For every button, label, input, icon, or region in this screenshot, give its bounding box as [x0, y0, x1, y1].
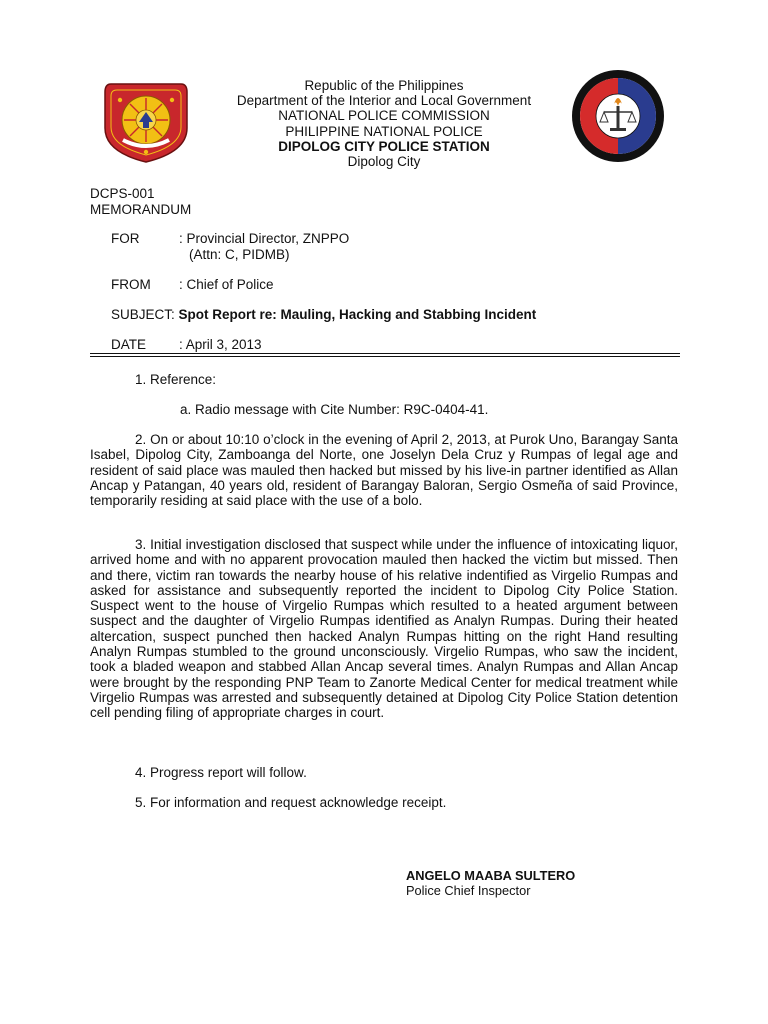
document-type: MEMORANDUM [90, 201, 192, 217]
letterhead-city: Dipolog City [347, 154, 421, 170]
for-attention: (Attn: C, PIDMB) [189, 246, 290, 262]
from-value: : Chief of Police [179, 277, 274, 292]
paragraph-investigation: 3. Initial investigation disclosed that suspect while under the influence of intoxicating liquor, arrived home and with no apparent provocation mauled then hacked the victim but missed. Then and there, victim ran towards the nearby house of his relative indentified as Virgelio Rumpas and asked for assistance and subsequently reported the incident to Dipolog City Police Station. Suspect went to the house of Virgelio Rumpas which resulted to a heated argument between suspect and the daughter of Virgelio Rumpas identified as Analyn Rumpas. During their heated altercation, suspect punched then hacked Analyn Rumpas hitting on the right Hand resulting Analyn Rumpas stumbled to the ground unconsciously. Virgelio Rumpas, who saw the incident, took a bladed weapon and stabbed Allan Ancap several times. Analyn Rumpas and Allan Ancap were brought by the responding PNP Team to Zanorte Medical Center for medical treatment while Virgelio Rumpas was arrested and subsequently detained at Dipolog City Police Station detention cell pending filing of appropriate charges in court. [90, 537, 678, 721]
letterhead [200, 78, 568, 169]
date-value: : April 3, 2013 [179, 337, 262, 352]
subject-colon: : [171, 307, 179, 322]
date-label: DATE [111, 337, 147, 352]
paragraph-acknowledge: 5. For information and request acknowledge receipt. [135, 795, 447, 810]
date-field [111, 337, 262, 353]
header-divider [90, 353, 680, 354]
from-field [111, 277, 274, 293]
subject-value: Spot Report re: Mauling, Hacking and Stabbing Incident [178, 307, 537, 322]
for-label: FOR [111, 231, 140, 246]
letterhead-country: Republic of the Philippines [304, 78, 464, 93]
signature-block [406, 868, 575, 898]
letterhead-department: Department of the Interior and Local Government [236, 93, 532, 109]
pnp-seal-logo [103, 78, 189, 164]
criminal-investigation-seal-logo [558, 68, 678, 164]
document-number: DCPS-001 [90, 186, 155, 201]
paragraph-reference: 1. Reference: [135, 372, 217, 387]
header-divider-secondary [90, 356, 680, 357]
letterhead-commission: NATIONAL POLICE COMMISSION [278, 108, 490, 124]
subject-field [111, 307, 536, 323]
subject-label: SUBJECT [111, 307, 172, 322]
signatory-title: Police Chief Inspector [406, 883, 531, 898]
letterhead-agency: PHILIPPINE NATIONAL POLICE [285, 123, 483, 139]
paragraph-reference-item-a: a. Radio message with Cite Number: R9C-0404-41. [180, 402, 489, 417]
from-label: FROM [111, 277, 151, 292]
paragraph-progress: 4. Progress report will follow. [135, 765, 307, 780]
letterhead-station: DIPOLOG CITY POLICE STATION [278, 138, 490, 154]
for-field [111, 231, 349, 262]
document-identifier [90, 186, 191, 217]
for-value: : Provincial Director, ZNPPO [179, 231, 350, 246]
signatory-name: ANGELO MAABA SULTERO [406, 868, 576, 883]
paragraph-incident: 2. On or about 10:10 o’clock in the evening of April 2, 2013, at Purok Uno, Barangay Santa Isabel, Dipolog City, Zamboanga del Norte, one Joselyn Dela Cruz y Rumpas of legal age and resident of said place was mauled then hacked but missed by his live-in partner identified as Allan Ancap y Patangan, 40 years old, resident of Barangay Baloran, Sergio Osmeña of said Province, temporarily residing at said place with the use of a bolo. [90, 432, 678, 509]
